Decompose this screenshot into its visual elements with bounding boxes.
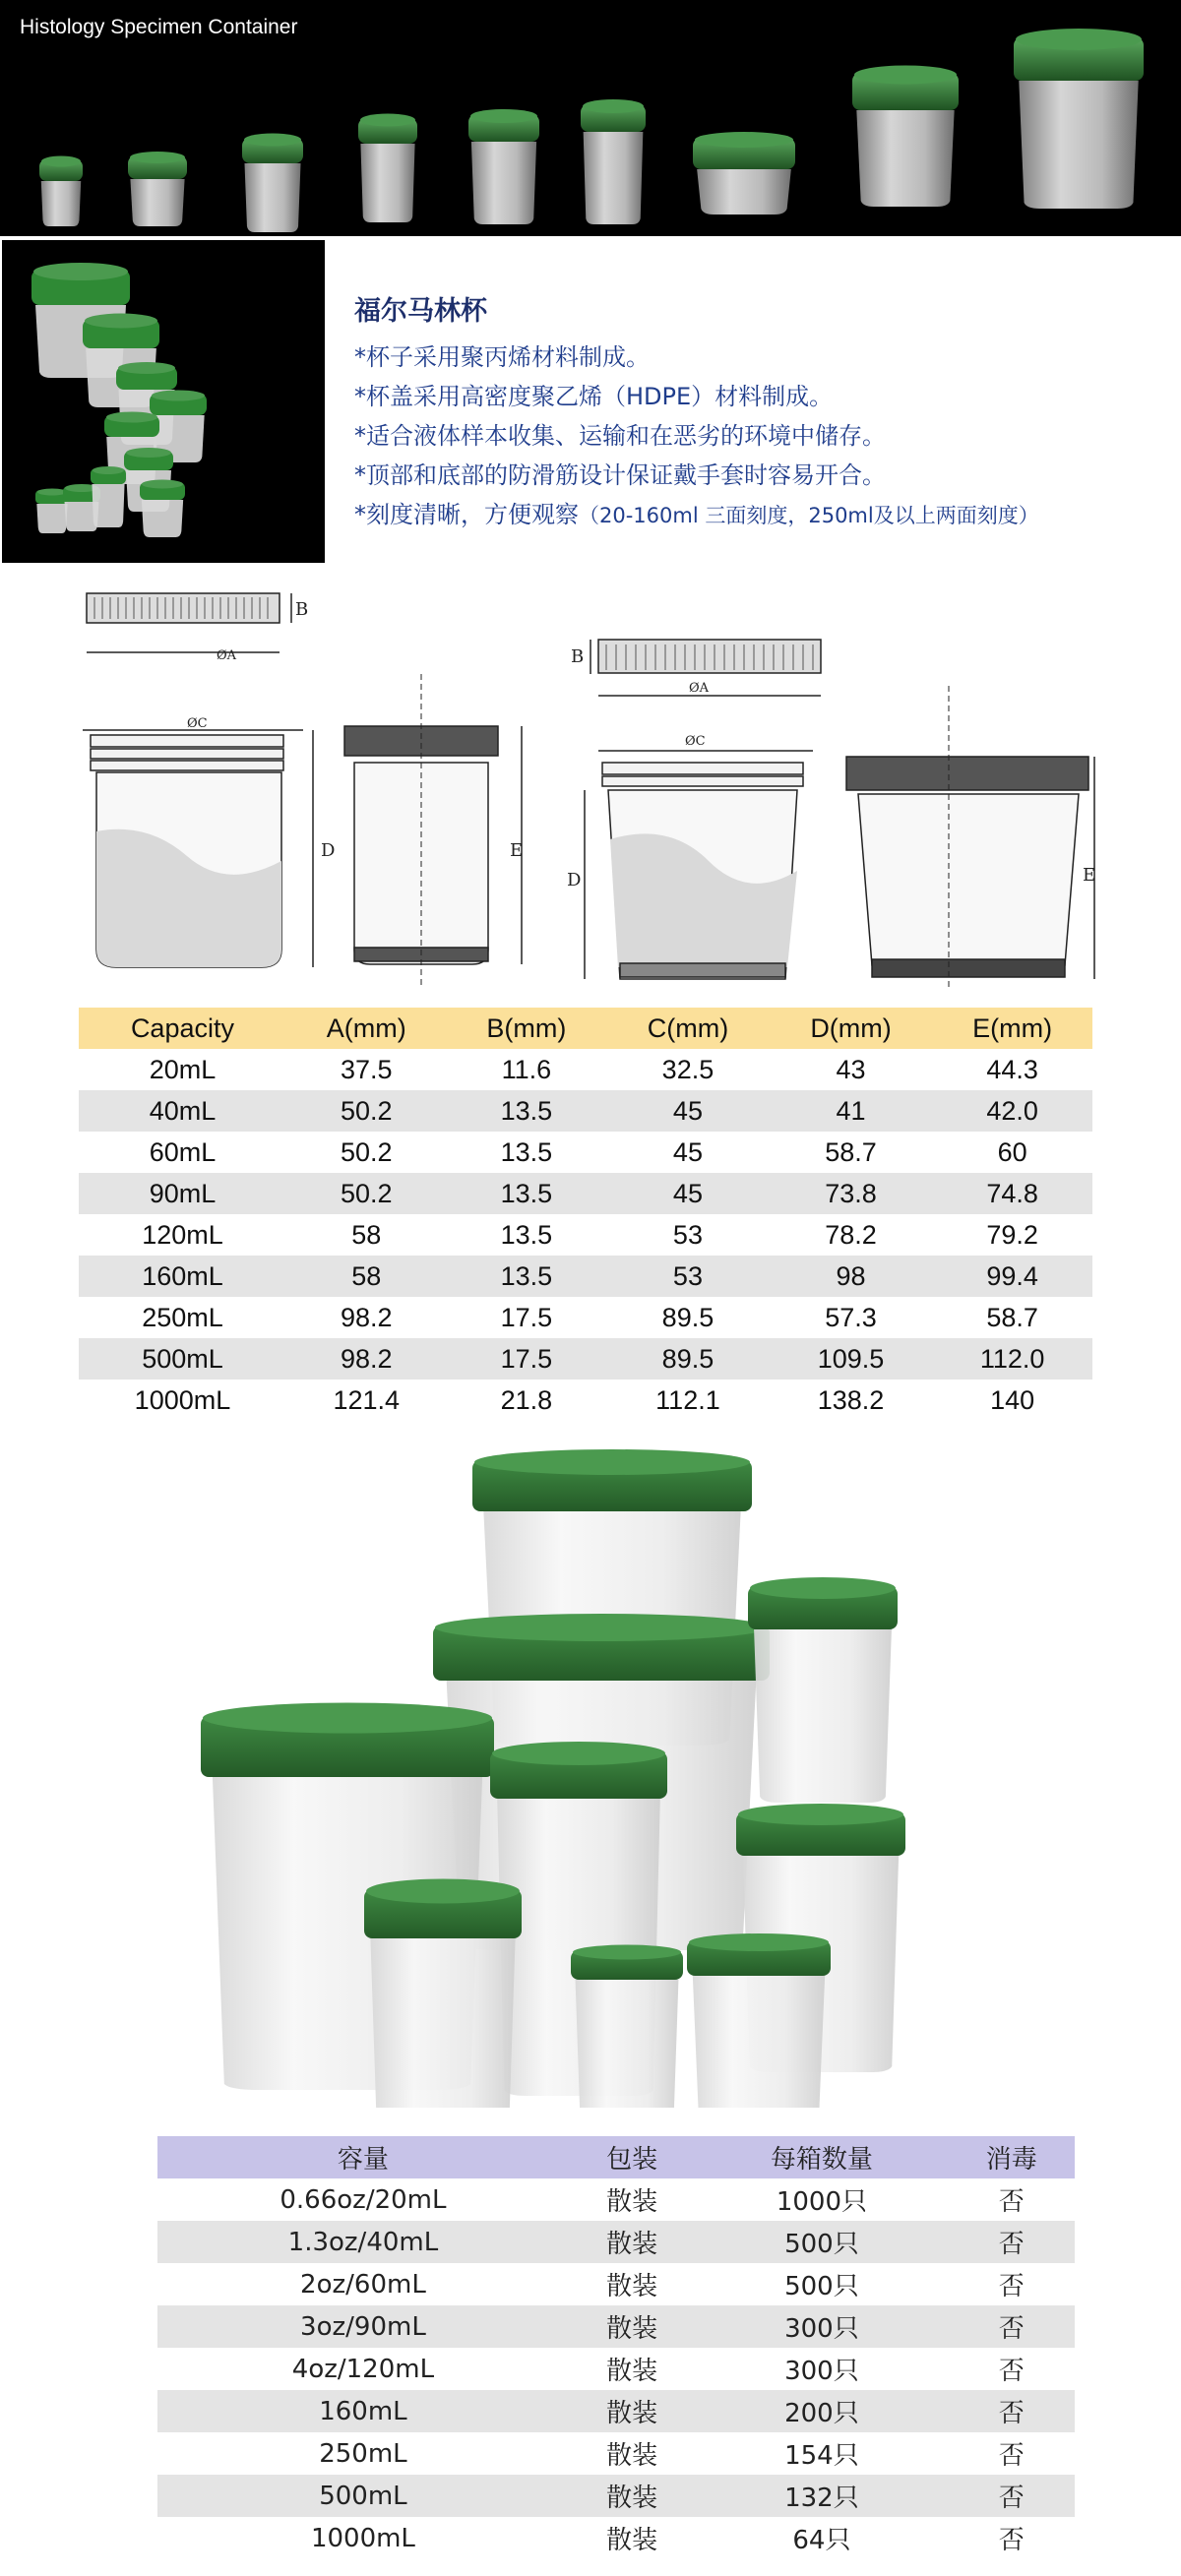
dim-label-e-large: E — [1083, 865, 1096, 886]
table-cell: 17.5 — [500, 1302, 553, 1332]
packaging-table — [157, 2136, 1075, 2559]
cup-drawing-small-closed — [344, 674, 523, 989]
dim-label-b: B — [295, 599, 309, 620]
product-group-image — [177, 1439, 925, 2108]
column-header: 容量 — [337, 2145, 389, 2175]
table-cell: 45 — [672, 1136, 703, 1167]
table-cell: 13.5 — [500, 1219, 553, 1250]
table-cell: 89.5 — [661, 1302, 715, 1332]
table-cell: 散装 — [606, 2399, 658, 2428]
product-photo — [177, 1439, 925, 2112]
table-cell: 37.5 — [340, 1054, 393, 1084]
table-cell: 500mL — [319, 2481, 407, 2511]
table-cell: 73.8 — [825, 1178, 877, 1208]
table-cell: 50.2 — [340, 1178, 393, 1208]
table-cell: 500mL — [142, 1343, 223, 1374]
table-cell: 13.5 — [500, 1260, 553, 1291]
intro-photo — [2, 240, 325, 563]
table-cell: 60 — [997, 1136, 1027, 1167]
table-cell: 13.5 — [500, 1136, 553, 1167]
dim-label-a-large: ØA — [689, 681, 710, 696]
table-cell: 250mL — [319, 2438, 407, 2469]
table-cell: 散装 — [606, 2230, 658, 2259]
table-cell: 散装 — [606, 2526, 658, 2555]
table-cell: 53 — [672, 1260, 703, 1291]
table-cell: 50.2 — [340, 1136, 393, 1167]
table-header-row — [157, 2136, 1075, 2178]
table-cell: 250mL — [142, 1302, 223, 1332]
table-cell: 500只 — [784, 2272, 859, 2301]
container-stack-image — [2, 240, 325, 563]
intro-description — [354, 289, 1161, 535]
table-cell: 散装 — [606, 2357, 658, 2386]
table-cell: 32.5 — [661, 1054, 715, 1084]
table-cell: 44.3 — [986, 1054, 1038, 1084]
table-row — [157, 2390, 1075, 2432]
table-cell: 79.2 — [986, 1219, 1038, 1250]
product-container — [687, 1933, 831, 2108]
dim-label-b-large: B — [571, 646, 585, 667]
table-cell: 300只 — [784, 2314, 859, 2344]
table-row — [79, 1173, 1092, 1214]
table-row — [79, 1256, 1092, 1297]
column-header: B(mm) — [486, 1012, 567, 1043]
table-cell: 78.2 — [825, 1219, 877, 1250]
table-cell: 否 — [998, 2484, 1025, 2513]
table-row — [79, 1338, 1092, 1380]
table-cell: 58 — [351, 1260, 382, 1291]
table-row — [157, 2432, 1075, 2475]
cup-drawing-small-open — [83, 716, 335, 967]
table-cell: 20mL — [149, 1054, 217, 1084]
column-header: 包装 — [606, 2145, 658, 2175]
table-cell: 45 — [672, 1095, 703, 1126]
banner-container — [242, 134, 303, 233]
table-cell: 0.66oz/20mL — [280, 2184, 447, 2215]
table-cell: 17.5 — [500, 1343, 553, 1374]
table-cell: 否 — [998, 2441, 1025, 2471]
banner-container — [852, 66, 959, 208]
lid-drawing-large — [571, 640, 821, 696]
table-cell: 500只 — [784, 2230, 859, 2259]
table-cell: 否 — [998, 2314, 1025, 2344]
table-cell: 112.0 — [979, 1343, 1045, 1374]
table-row — [79, 1049, 1092, 1090]
table-cell: 74.8 — [986, 1178, 1038, 1208]
feature-line-scale-text: *刻度清晰，方便观察 — [354, 501, 579, 528]
feature-line: *适合液体样本收集、运输和在恶劣的环境中储存。 — [354, 422, 886, 450]
table-cell: 否 — [998, 2399, 1025, 2428]
table-cell: 120mL — [142, 1219, 223, 1250]
intro-container — [140, 480, 185, 538]
feature-line: *顶部和底部的防滑筋设计保证戴手套时容易开合。 — [354, 461, 886, 489]
table-header-row — [79, 1008, 1092, 1049]
table-cell: 41 — [836, 1095, 866, 1126]
banner — [0, 0, 1181, 236]
table-cell: 200只 — [784, 2399, 859, 2428]
table-cell: 160mL — [142, 1260, 223, 1291]
table-row — [157, 2475, 1075, 2517]
banner-container — [358, 114, 417, 223]
table-row — [79, 1132, 1092, 1173]
table-cell: 53 — [672, 1219, 703, 1250]
table-cell: 散装 — [606, 2187, 658, 2217]
table-cell: 112.1 — [655, 1384, 720, 1415]
table-cell: 否 — [998, 2357, 1025, 2386]
table-cell: 1.3oz/40mL — [287, 2227, 439, 2257]
table-row — [79, 1214, 1092, 1256]
column-header: D(mm) — [810, 1012, 892, 1043]
table-row — [157, 2263, 1075, 2305]
table-cell: 138.2 — [817, 1384, 885, 1415]
table-cell: 40mL — [149, 1095, 217, 1126]
column-header: E(mm) — [972, 1012, 1053, 1043]
dim-label-c: ØC — [187, 716, 208, 731]
dim-label-e: E — [510, 840, 524, 861]
feature-line-scale-note: （20-160ml 三面刻度，250ml及以上两面刻度） — [579, 504, 1039, 527]
dim-label-d: D — [321, 840, 336, 861]
dim-label-a: ØA — [217, 648, 237, 663]
table-cell: 散装 — [606, 2314, 658, 2344]
feature-line: *杯盖采用高密度聚乙烯（HDPE）材料制成。 — [354, 383, 834, 410]
table-cell: 否 — [998, 2272, 1025, 2301]
table-cell: 否 — [998, 2187, 1025, 2217]
table-cell: 121.4 — [333, 1384, 401, 1415]
table-cell: 154只 — [784, 2441, 859, 2471]
table-cell: 45 — [672, 1178, 703, 1208]
table-cell: 3oz/90mL — [300, 2311, 426, 2342]
table-row — [79, 1297, 1092, 1338]
column-header: 消毒 — [985, 2145, 1037, 2175]
table-cell: 109.5 — [817, 1343, 885, 1374]
dimensions-table — [79, 1008, 1092, 1421]
column-header: Capacity — [130, 1012, 234, 1043]
table-cell: 160mL — [319, 2396, 407, 2426]
column-header: C(mm) — [647, 1012, 729, 1043]
intro-container — [91, 466, 126, 527]
product-title: 福尔马林杯 — [354, 296, 487, 327]
table-cell: 50.2 — [340, 1095, 393, 1126]
table-row — [79, 1380, 1092, 1421]
table-cell: 58.7 — [986, 1302, 1038, 1332]
banner-title: Histology Specimen Container — [20, 16, 298, 38]
dim-label-c-large: ØC — [685, 734, 706, 749]
table-cell: 58 — [351, 1219, 382, 1250]
table-row — [157, 2348, 1075, 2390]
table-cell: 散装 — [606, 2484, 658, 2513]
table-cell: 1000只 — [776, 2187, 867, 2217]
table-cell: 60mL — [149, 1136, 217, 1167]
banner-container — [468, 109, 539, 224]
table-cell: 散装 — [606, 2441, 658, 2471]
table-cell: 58.7 — [825, 1136, 877, 1167]
table-cell: 13.5 — [500, 1178, 553, 1208]
table-row — [157, 2221, 1075, 2263]
banner-container — [1014, 29, 1144, 209]
product-container — [748, 1577, 898, 1803]
table-cell: 11.6 — [501, 1054, 552, 1084]
table-cell: 21.8 — [500, 1384, 553, 1415]
feature-line: *杯子采用聚丙烯材料制成。 — [354, 343, 650, 371]
table-cell: 90mL — [149, 1178, 217, 1208]
banner-container — [39, 156, 83, 227]
product-container — [571, 1945, 683, 2109]
table-row — [157, 2517, 1075, 2559]
table-cell: 散装 — [606, 2272, 658, 2301]
column-header: 每箱数量 — [770, 2145, 873, 2175]
banner-container — [128, 152, 187, 226]
table-row — [157, 2305, 1075, 2348]
product-container — [364, 1879, 522, 2109]
table-cell: 否 — [998, 2230, 1025, 2259]
dim-label-d-large: D — [567, 870, 582, 890]
table-row — [79, 1090, 1092, 1132]
table-cell: 否 — [998, 2526, 1025, 2555]
table-cell: 99.4 — [986, 1260, 1038, 1291]
table-row — [157, 2178, 1075, 2221]
table-cell: 98 — [836, 1260, 866, 1291]
table-cell: 13.5 — [500, 1095, 553, 1126]
cup-drawing-large-closed — [846, 686, 1095, 989]
table-cell: 132只 — [784, 2484, 859, 2513]
table-cell: 42.0 — [986, 1095, 1038, 1126]
table-cell: 300只 — [784, 2357, 859, 2386]
feature-line-scale — [354, 495, 1161, 535]
table-cell: 4oz/120mL — [291, 2354, 435, 2384]
technical-drawing — [59, 576, 1102, 1003]
table-cell: 2oz/60mL — [300, 2269, 426, 2300]
table-cell: 140 — [990, 1384, 1035, 1415]
lid-drawing-small — [87, 593, 308, 663]
table-cell: 57.3 — [825, 1302, 877, 1332]
column-header: A(mm) — [326, 1012, 406, 1043]
table-cell: 64只 — [792, 2526, 851, 2555]
cup-drawing-large-open — [567, 734, 813, 979]
banner-container — [693, 132, 795, 215]
table-cell: 98.2 — [340, 1343, 393, 1374]
table-cell: 43 — [836, 1054, 866, 1084]
table-cell: 1000mL — [310, 2523, 415, 2553]
table-cell: 98.2 — [340, 1302, 393, 1332]
table-cell: 1000mL — [134, 1384, 231, 1415]
table-cell: 89.5 — [661, 1343, 715, 1374]
banner-container — [581, 99, 646, 224]
